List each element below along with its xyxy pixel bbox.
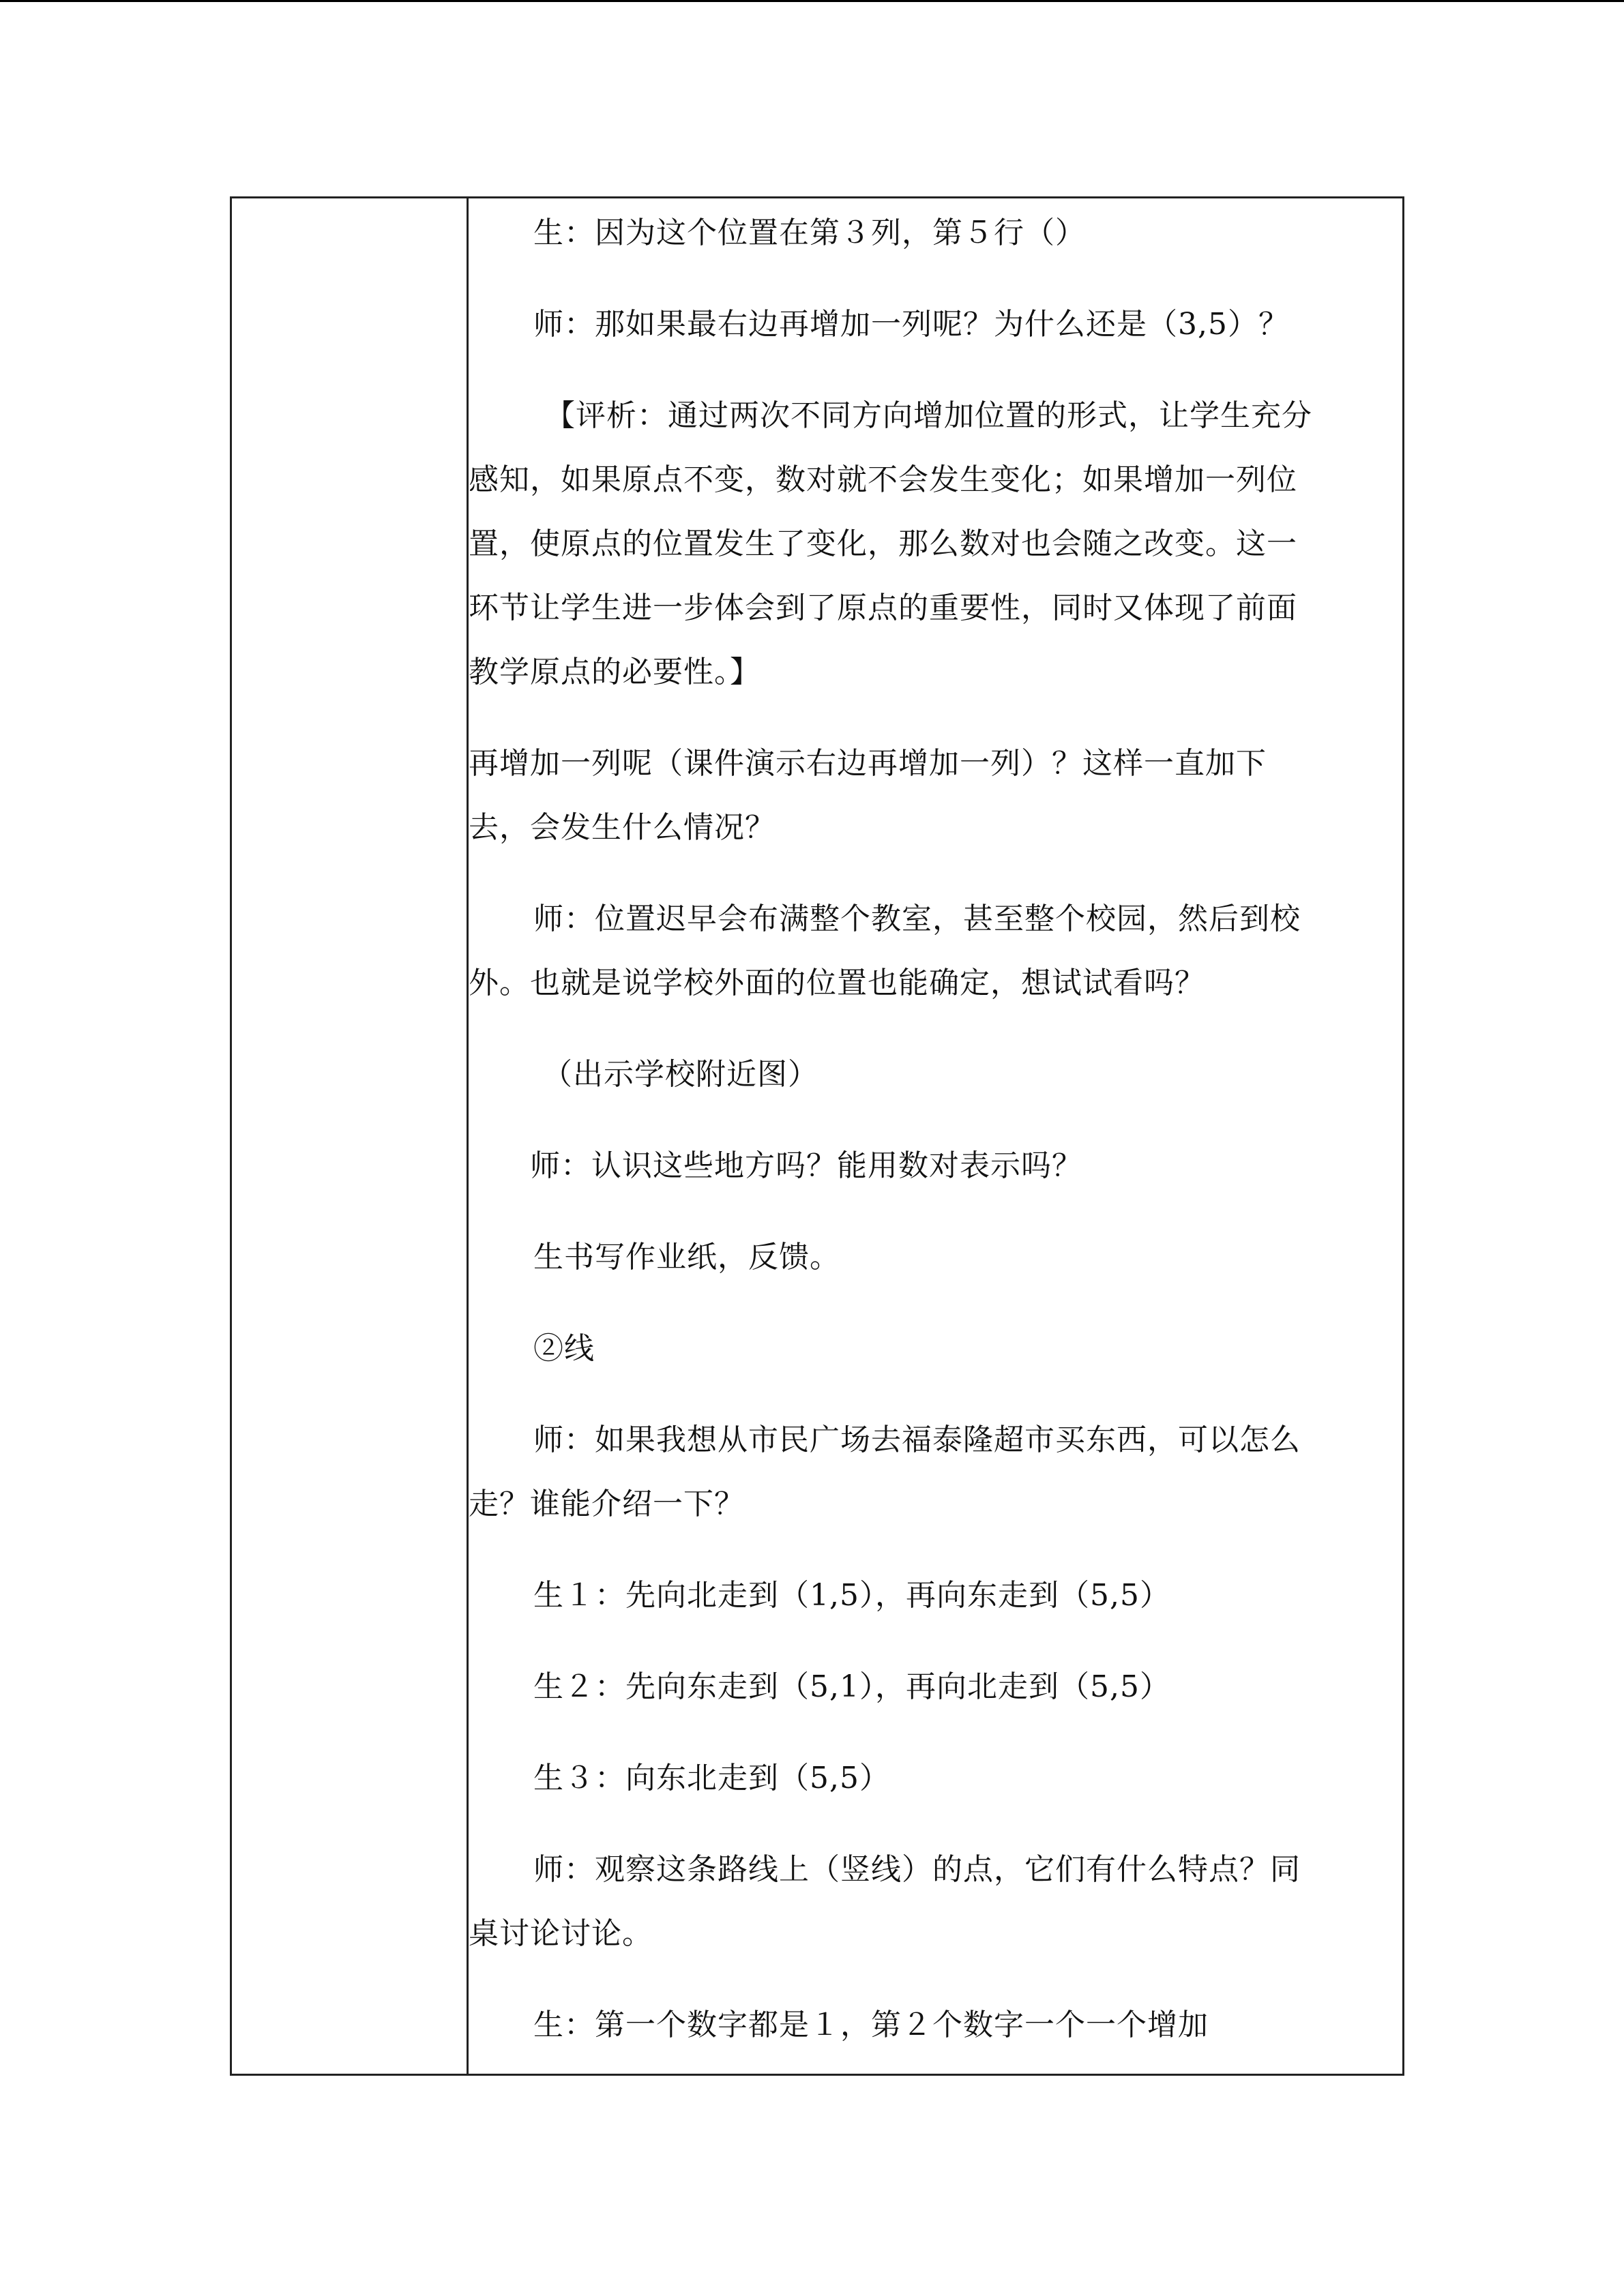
section-heading: ②线 (533, 1331, 595, 1366)
commentary-line: 教学原点的必要性。】 (469, 655, 761, 689)
table-left-column (232, 198, 469, 2074)
paragraph: 去，会发生什么情况？ (469, 810, 776, 845)
paragraph: 师：位置迟早会布满整个教室，甚至整个校园，然后到校 (533, 901, 1301, 936)
paragraph: 走？谁能介绍一下？ (469, 1487, 745, 1521)
paragraph: 师：那如果最右边再增加一列呢？为什么还是（3,5）？ (533, 307, 1289, 342)
paragraph: 生２：先向东走到（5,1），再向北走到（5,5） (533, 1669, 1170, 1704)
lesson-table (230, 196, 1404, 2076)
commentary-line: 【评析：通过两次不同方向增加位置的形式，让学生充分 (545, 398, 1312, 433)
paragraph: 生１：先向北走到（1,5），再向东走到（5,5） (533, 1578, 1170, 1613)
paragraph: （出示学校附近图） (542, 1057, 818, 1092)
table-right-column (469, 198, 1402, 2074)
paragraph: 生３：向东北走到（5,5） (533, 1761, 890, 1795)
commentary-line: 感知，如果原点不变，数对就不会发生变化；如果增加一列位 (469, 462, 1297, 497)
paragraph: 生：因为这个位置在第３列，第５行（） (533, 215, 1086, 250)
commentary-line: 环节让学生进一步体会到了原点的重要性，同时又体现了前面 (469, 591, 1297, 625)
paragraph: 生书写作业纸，反馈。 (533, 1240, 840, 1274)
paragraph: 生：第一个数字都是１，第２个数字一个一个增加 (533, 2008, 1209, 2042)
paragraph: 桌讨论讨论。 (469, 1916, 653, 1951)
page-top-rule (0, 0, 1624, 2)
paragraph: 师：如果我想从市民广场去福泰隆超市买东西，可以怎么 (533, 1422, 1301, 1457)
paragraph: 师：观察这条路线上（竖线）的点，它们有什么特点？同 (533, 1852, 1301, 1887)
commentary-line: 置，使原点的位置发生了变化，那么数对也会随之改变。这一 (469, 526, 1297, 561)
paragraph: 再增加一列呢（课件演示右边再增加一列）？这样一直加下 (469, 746, 1267, 781)
paragraph: 师：认识这些地方吗？能用数对表示吗？ (530, 1148, 1082, 1183)
paragraph: 外。也就是说学校外面的位置也能确定，想试试看吗？ (469, 966, 1205, 1000)
